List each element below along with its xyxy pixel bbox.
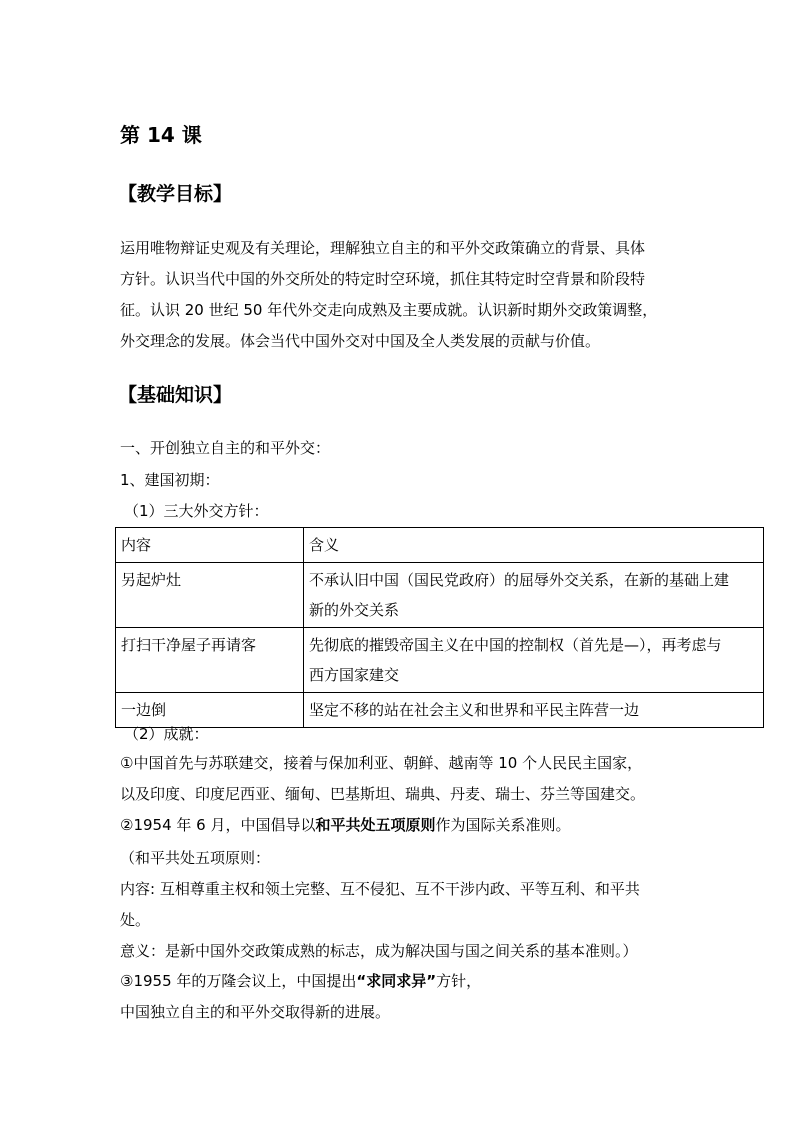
table-header-cell: 含义 [304, 528, 764, 563]
policy-name-cell: 另起炉灶 [116, 563, 304, 628]
table-header-cell: 内容 [116, 528, 304, 563]
meaning-line: 坚定不移的站在社会主义和世界和平民主阵营一边 [309, 701, 640, 719]
outline-item2: （2）成就： [124, 725, 209, 743]
achievement-1-line2: 以及印度、印度尼西亚、缅甸、巴基斯坦、瑞典、丹麦、瑞士、芬兰等国建交。 [120, 785, 646, 803]
policy-meaning-cell [304, 693, 764, 728]
principles-significance: 意义：是新中国外交政策成熟的标志，成为解决国与国之间关系的基本准则。） [120, 942, 638, 960]
objectives-line: 征。认识 20 世纪 50 年代外交走向成熟及主要成就。认识新时期外交政策调整， [120, 301, 658, 319]
achievement-2-suffix: 作为国际关系准则。 [435, 816, 571, 834]
table-row [116, 693, 764, 728]
achievement-3-suffix: 方针， [436, 972, 482, 990]
policy-meaning-cell [304, 563, 764, 628]
achievement-3-prefix: ③1955 年的万隆会议上，中国提出 [120, 972, 357, 990]
meaning-line: 新的外交关系 [309, 601, 400, 619]
meaning-line: 先彻底的摧毁帝国主义在中国的控制权（首先是—），再考虑与 [309, 636, 722, 654]
objectives-line: 方针。认识当代中国的外交所处的特定时空环境，抓住其特定时空背景和阶段特 [120, 270, 646, 288]
achievement-2 [120, 815, 571, 835]
objectives-heading: 【教学目标】 [118, 183, 233, 205]
principles-content-line1: 内容: 互相尊重主权和领土完整、互不侵犯、互不干涉内政、平等互利、和平共 [120, 880, 640, 898]
outline-item1: （1）三大外交方针： [124, 502, 269, 520]
meaning-line: 不承认旧中国（国民党政府）的屈辱外交关系，在新的基础上建 [309, 571, 730, 589]
outline-sub1: 1、建国初期： [120, 471, 220, 489]
qiutong-term: “求同求异” [356, 972, 437, 990]
outline-part1: 一、开创独立自主的和平外交： [120, 439, 331, 457]
lesson-title: 第 14 课 [120, 123, 202, 147]
table-row [116, 628, 764, 693]
basics-heading: 【基础知识】 [118, 384, 233, 406]
objectives-paragraph [120, 233, 657, 357]
principles-note-open: （和平共处五项原则： [120, 849, 271, 867]
policy-meaning-cell [304, 628, 764, 693]
five-principles-term: 和平共处五项原则 [315, 816, 436, 834]
table-row [116, 563, 764, 628]
achievement-2-prefix: ②1954 年 6 月，中国倡导以 [120, 816, 316, 834]
principles-content-line2: 处。 [120, 911, 151, 929]
policy-table [115, 527, 764, 728]
achievement-3 [120, 971, 481, 991]
meaning-line: 西方国家建交 [309, 666, 400, 684]
achievement-3-line2: 中国独立自主的和平外交取得新的进展。 [120, 1003, 391, 1021]
policy-name-cell: 一边倒 [116, 693, 304, 728]
objectives-line: 运用唯物辩证史观及有关理论，理解独立自主的和平外交政策确立的背景、具体 [120, 239, 646, 257]
achievement-1-line1: ①中国首先与苏联建交，接着与保加利亚、朝鲜、越南等 10 个人民民主国家， [120, 754, 643, 772]
objectives-line: 外交理念的发展。体会当代中国外交对中国及全人类发展的贡献与价值。 [120, 332, 601, 350]
policy-name-cell: 打扫干净屋子再请客 [116, 628, 304, 693]
table-header-row [116, 528, 764, 563]
